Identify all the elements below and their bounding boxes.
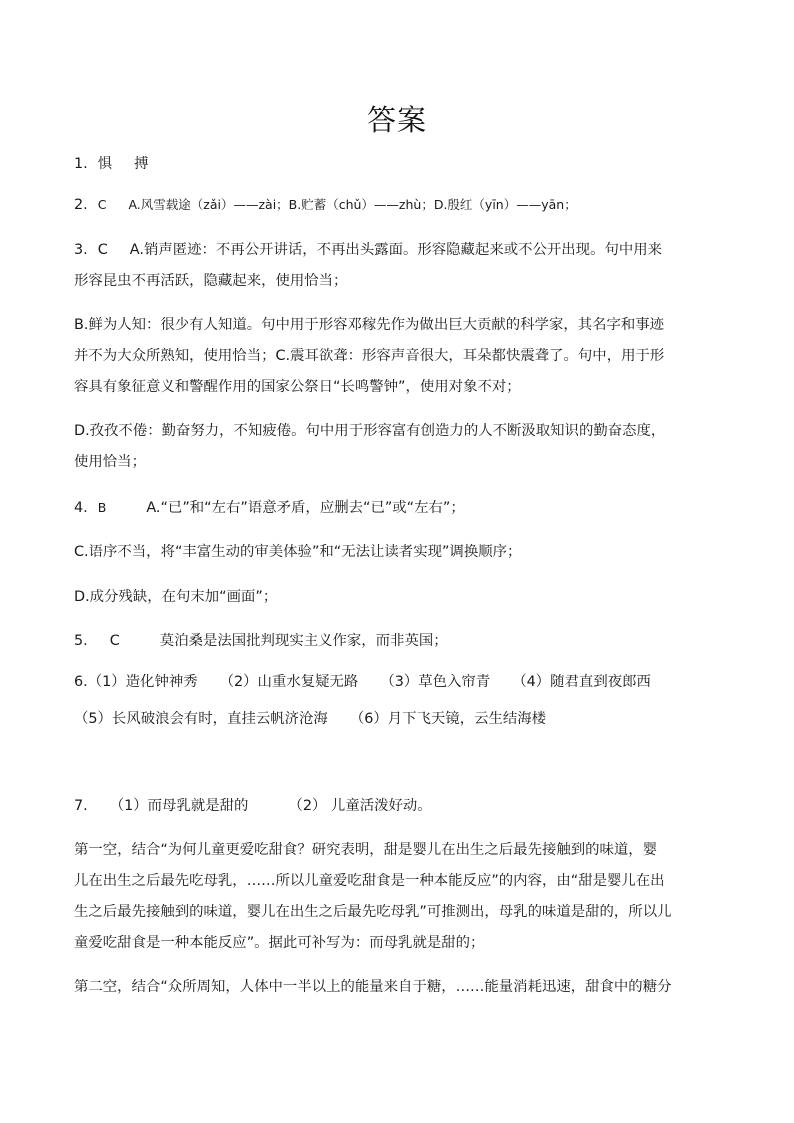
answer-line-2: 2. C A.风雪载途（zǎi）——zài；B.贮蓄（chǔ）——zhù；D.殷红（yīn）——yān； xyxy=(74,197,577,213)
answer-text-line: D.孜孜不倦：勤奋努力，不知疲倦。句中用于形容富有创造力的人不断汲取知识的勤奋态度， xyxy=(74,423,666,439)
answer-text-line: D.成分残缺，在句末加“画面”； xyxy=(74,589,278,605)
answer-text-line: 形容昆虫不再活跃，隐藏起来，使用恰当； xyxy=(74,273,348,289)
answer-text-line: 并不为大众所熟知，使用恰当；C.震耳欲聋：形容声音很大，耳朵都快震聋了。句中，用于形 xyxy=(74,348,665,364)
answer-text-line: 容具有象征意义和警醒作用的国家公祭日“长鸣警钟”，使用对象不对； xyxy=(74,379,521,395)
answer-line-7: 7. （1）而母乳就是甜的 （2） 儿童活泼好动。 xyxy=(74,798,432,814)
page-title: 答案 xyxy=(366,103,427,137)
answer-line-3: 3. C A.销声匿迹：不再公开讲话，不再出头露面。形容隐藏起来或不公开出现。句中用来 xyxy=(74,242,663,258)
answer-text-line: B.鲜为人知：很少有人知道。句中用于形容邓稼先作为做出巨大贡献的科学家，其名字和事迹 xyxy=(74,317,665,333)
answer-line-1: 1. 惧 搏 xyxy=(74,156,149,172)
answer-text-line: 生之后最先接触到的味道，婴儿在出生之后最先吃母乳”可推测出，母乳的味道是甜的，所以儿 xyxy=(74,904,672,920)
answer-line-6: 6.（1）造化钟神秀 （2）山重水复疑无路 （3）草色入帘青 （4）随君直到夜郎西 xyxy=(74,674,651,690)
answer-text-line: 第一空，结合“为何儿童更爱吃甜食？研究表明，甜是婴儿在出生之后最先接触到的味道，婴 xyxy=(74,842,658,858)
answer-text-line: 使用恰当； xyxy=(74,454,146,470)
answer-line-4: 4. B A.“已”和“左右”语意矛盾，应删去“已”或“左右”； xyxy=(74,500,465,516)
answer-text-line: 儿在出生之后最先吃母乳，……所以儿童爱吃甜食是一种本能反应”的内容，由“甜是婴儿在出 xyxy=(74,873,665,889)
answer-line-6-cont: （5）长风破浪会有时，直挂云帆济沧海 （6）月下飞天镜，云生结海楼 xyxy=(74,711,547,727)
answer-text-line: C.语序不当，将“丰富生动的审美体验”和“无法让读者实现”调换顺序； xyxy=(74,544,522,560)
answer-text-line: 童爱吃甜食是一种本能反应”。据此可补写为：而母乳就是甜的； xyxy=(74,935,485,951)
answer-text-line: 第二空，结合“众所周知，人体中一半以上的能量来自于糖，……能量消耗迅速，甜食中的糖分 xyxy=(74,979,672,995)
answer-line-5: 5. C 莫泊桑是法国批判现实主义作家，而非英国； xyxy=(74,633,448,649)
